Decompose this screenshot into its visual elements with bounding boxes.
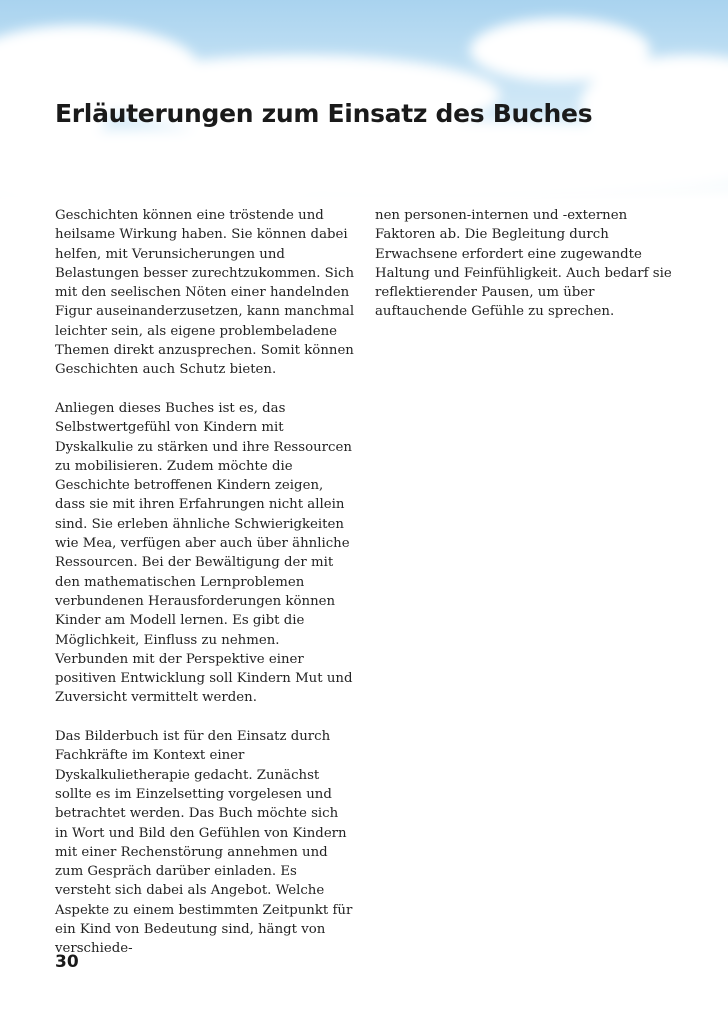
paragraph: Anliegen dieses Buches ist es, das Selbstwertgefühl von Kindern mit Dyskalkulie zu stärken und ihre Ressourcen zu mobilisieren. Zudem möchte die Geschichte betroffenen Kindern zeigen, dass sie mit ihren Erfahrungen nicht allein sind. Sie erleben ähnliche Schwierigkeiten wie Mea, verfügen aber auch über ähnliche Ressourcen. Bei der Bewältigung der mit den mathematischen Lernproblemen verbundenen Herausforderungen können Kinder am Modell lernen. Es gibt die Möglichkeit, Einfluss zu nehmen. Verbunden mit der Perspektive einer positiven Entwicklung soll Kindern Mut und Zuversicht vermittelt werden. xyxy=(55,400,353,706)
page-title: Erläuterungen zum Einsatz des Buches xyxy=(55,99,593,128)
text-column-left xyxy=(55,206,355,978)
paragraph: nen personen-internen und -externen Faktoren ab. Die Begleitung durch Erwachsene erfordert eine zugewandte Haltung und Feinfühligkeit. Auch bedarf sie reflektierender Pausen, um über auftauchende Gefühle zu sprechen. xyxy=(375,208,672,320)
text-column-right xyxy=(375,206,675,341)
paragraph: Das Bilderbuch ist für den Einsatz durch Fachkräfte im Kontext einer Dyskalkulietherapie gedacht. Zunächst sollte es im Einzelsetting vorgelesen und betrachtet werden. Das Buch möchte sich in Wort und Bild den Gefühlen von Kindern mit einer Rechenstörung annehmen und zum Gespräch darüber einladen. Es versteht sich dabei als Angebot. Welche Aspekte zu einem bestimmten Zeitpunkt für ein Kind von Bedeutung sind, hängt von verschiede- xyxy=(55,729,353,957)
paragraph: Geschichten können eine tröstende und heilsame Wirkung haben. Sie können dabei helfen, mit Verunsicherungen und Belastungen besser zurechtzukommen. Sich mit den seelischen Nöten einer handelnden Figur auseinanderzusetzen, kann manchmal leichter sein, als eigene problembeladene Themen direkt anzusprechen. Somit können Geschichten auch Schutz bieten. xyxy=(55,208,355,378)
page-number: 30 xyxy=(55,952,79,972)
